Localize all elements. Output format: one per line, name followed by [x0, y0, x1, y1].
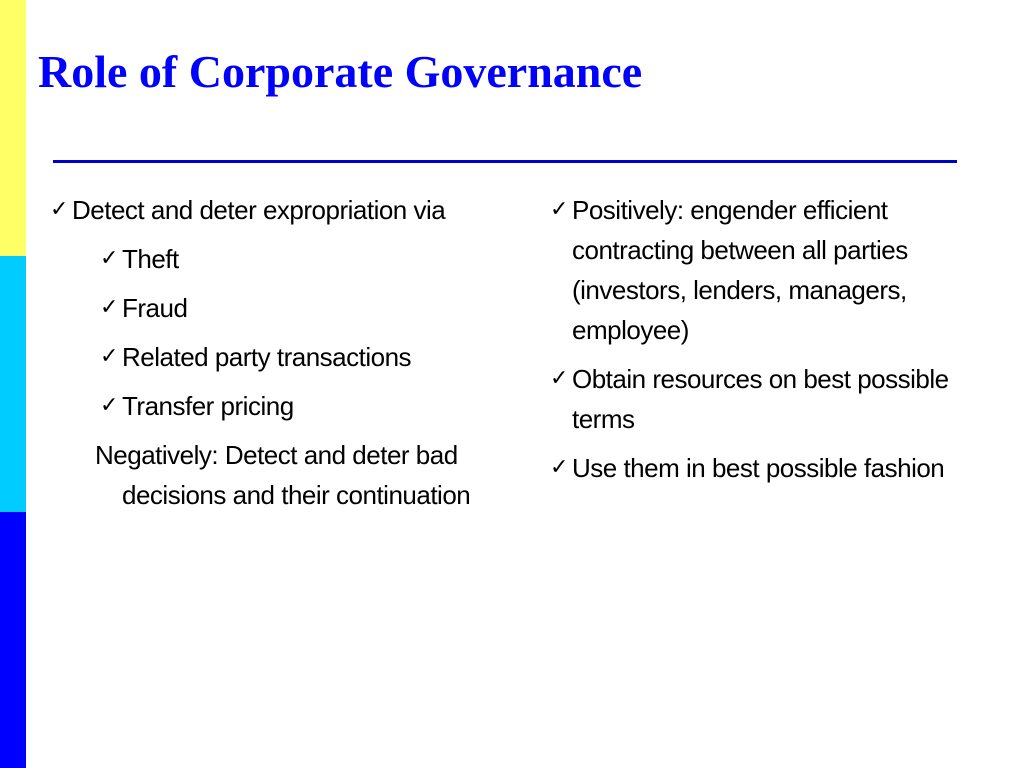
bullet-text: Detect and deter expropriation via	[72, 195, 446, 225]
left-column	[50, 190, 520, 524]
slide-title: Role of Corporate Governance	[38, 46, 643, 97]
check-icon: ✓	[550, 455, 568, 480]
bullet-text: Obtain resources on best possible terms	[572, 364, 949, 434]
paragraph-text: Negatively: Detect and deter bad decisions and their continuation	[95, 440, 471, 510]
side-bar-yellow	[0, 0, 26, 256]
check-icon: ✓	[100, 344, 118, 369]
check-icon: ✓	[100, 295, 118, 320]
check-icon: ✓	[50, 197, 68, 222]
bullet-text: Fraud	[122, 293, 188, 323]
bullet-text: Related party transactions	[122, 342, 412, 372]
check-icon: ✓	[550, 366, 568, 391]
right-column	[550, 190, 1010, 497]
check-icon: ✓	[550, 197, 568, 222]
check-icon: ✓	[100, 246, 118, 271]
bullet-text: Theft	[122, 244, 179, 274]
bullet-item	[550, 448, 1010, 488]
sub-bullet-item	[100, 386, 520, 426]
side-bar-cyan	[0, 256, 26, 512]
sub-bullet-item	[100, 288, 520, 328]
check-icon: ✓	[100, 393, 118, 418]
bullet-item	[550, 359, 1010, 439]
sub-bullet-item	[100, 337, 520, 377]
bullet-text: Positively: engender efficient contracting between all parties (investors, lenders, managers, employee)	[572, 195, 908, 345]
plain-paragraph	[95, 435, 520, 515]
bullet-item	[50, 190, 520, 230]
title-underline	[53, 160, 957, 163]
side-bar-blue	[0, 512, 26, 768]
bullet-text: Use them in best possible fashion	[572, 453, 945, 483]
bullet-item	[550, 190, 1010, 350]
bullet-text: Transfer pricing	[122, 391, 294, 421]
sub-bullet-item	[100, 239, 520, 279]
